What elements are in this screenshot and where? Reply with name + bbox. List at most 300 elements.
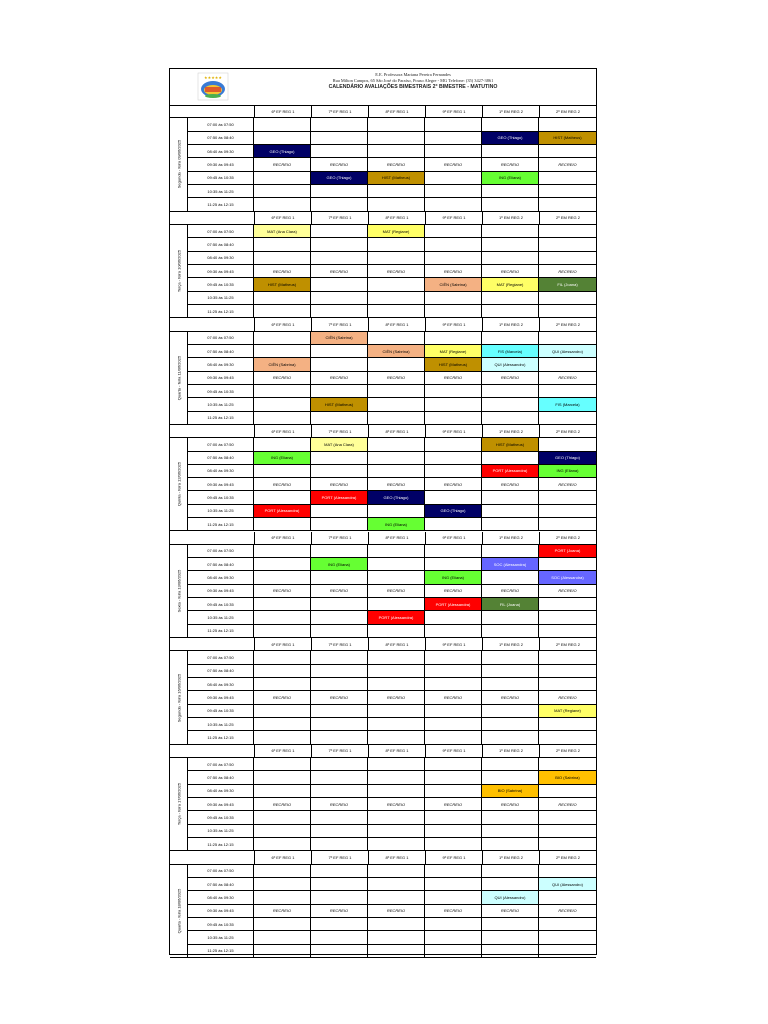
schedule-cell: HIST (Matheus) [254,278,311,290]
class-header: 8º EF REG 1 [368,532,425,544]
schedule-cell [368,731,425,743]
schedule-cell [539,491,596,503]
schedule-cell: QUI (Alessandro) [482,891,539,903]
class-header-row [170,318,596,331]
schedule-cell [425,665,482,677]
schedule-cell [539,758,596,770]
day-label [170,118,188,211]
class-header: 1º EM REG 2 [482,105,539,117]
schedule-cell [482,665,539,677]
class-header: 2º EM REG 2 [539,745,596,757]
day-grid [188,758,596,851]
schedule-cell [311,345,368,357]
day-grid [188,545,596,638]
schedule-cell: RECREIO [425,905,482,917]
schedule-cell: RECREIO [558,268,577,274]
schedule-cell [311,505,368,517]
schedule-cell [539,825,596,837]
class-header: 2º EM REG 2 [539,638,596,650]
time-slot-row [188,691,596,704]
time-cell: 09:30 às 09:45 [188,585,254,597]
day-block [170,425,596,532]
schedule-cell: GEO (Thiago) [254,145,311,157]
schedule-cell: RECREIO [311,691,368,703]
schedule-cell [482,718,539,730]
schedule-cell: RECREIO [311,585,368,597]
time-cell: 11:25 às 12:15 [188,731,254,743]
class-header: 6º EF REG 1 [254,851,311,863]
schedule-cell [311,118,368,130]
schedule-cell: ING (Eliana) [311,558,368,570]
schedule-cell [311,225,368,237]
schedule-cell [311,678,368,690]
class-header: 7º EF REG 1 [311,532,368,544]
schedule-cell [368,918,425,930]
time-slot-row [188,332,596,345]
day-label [170,758,188,851]
time-cell: 10:35 às 11:25 [188,292,254,304]
schedule-cell: RECREIO [558,481,577,487]
schedule-cell [539,678,596,690]
time-cell: 11:25 às 12:15 [188,518,254,530]
schedule-cell [482,518,539,530]
time-slot-row [188,452,596,465]
schedule-cell [254,558,311,570]
day-label [170,332,188,425]
document-header [170,69,596,106]
class-header: 2º EM REG 2 [539,212,596,224]
day-block [170,318,596,425]
time-cell: 10:35 às 11:25 [188,825,254,837]
time-slot-row [188,118,596,131]
schedule-cell [425,238,482,250]
class-header: 6º EF REG 1 [254,212,311,224]
time-slot-row [188,705,596,718]
time-cell: 08:40 às 09:30 [188,785,254,797]
schedule-cell [539,438,596,450]
day-label-text: Terça - feira 10/06/2025 [176,249,181,293]
class-header: 2º EM REG 2 [539,105,596,117]
day-block [170,212,596,319]
schedule-cell [311,238,368,250]
schedule-cell [368,758,425,770]
schedule-cell [425,865,482,877]
time-cell: 09:45 às 10:35 [188,491,254,503]
schedule-cell [482,611,539,623]
schedule-cell [425,558,482,570]
schedule-cell [254,918,311,930]
time-cell: 11:25 às 12:15 [188,945,254,957]
schedule-cell [425,172,482,184]
time-slot-row [188,358,596,371]
schedule-cell [254,238,311,250]
schedule-cell [539,731,596,743]
schedule-cell [539,172,596,184]
schedule-cell: MAT (Regiane) [425,345,482,357]
schedule-cell [311,185,368,197]
school-logo-icon [197,72,229,101]
schedule-cell [254,785,311,797]
schedule-cell [539,811,596,823]
class-header: 7º EF REG 1 [311,105,368,117]
schedule-cell [539,292,596,304]
time-cell: 09:45 às 10:35 [188,172,254,184]
schedule-cell: ING (Eliana) [368,518,425,530]
schedule-cell: PORT (Alessandra) [368,611,425,623]
schedule-cell [425,811,482,823]
schedule-cell [254,398,311,410]
schedule-cell [539,785,596,797]
schedule-cell [311,385,368,397]
class-header-row [170,532,596,545]
class-header-row [170,425,596,438]
svg-text:★★★★★: ★★★★★ [204,75,222,80]
schedule-cell [482,238,539,250]
schedule-cell [311,945,368,957]
class-header: 9º EF REG 1 [425,425,482,437]
schedule-cell [368,665,425,677]
class-header: 6º EF REG 1 [254,318,311,330]
time-cell: 07:00 às 07:50 [188,332,254,344]
schedule-cell [368,865,425,877]
class-header: 8º EF REG 1 [368,318,425,330]
schedule-cell [254,718,311,730]
schedule-cell [425,185,482,197]
schedule-cell: RECREIO [425,478,482,490]
class-header: 9º EF REG 1 [425,212,482,224]
schedule-cell [311,891,368,903]
schedule-cell [539,118,596,130]
schedule-cell: RECREIO [368,905,425,917]
schedule-cell [311,665,368,677]
time-slot-row [188,945,596,958]
schedule-cell [539,625,596,637]
header-spacer [170,318,254,330]
schedule-cell [311,252,368,264]
day-label [170,651,188,744]
time-cell: 09:45 às 10:35 [188,385,254,397]
time-slot-row [188,185,596,198]
schedule-cell [254,491,311,503]
day-label-text: Sexta - feira 13/06/2025 [176,569,181,613]
schedule-cell [368,771,425,783]
schedule-cell [311,292,368,304]
schedule-cell [482,545,539,557]
schedule-cell [482,398,539,410]
time-cell: 10:35 às 11:25 [188,931,254,943]
schedule-cell: RECREIO [368,478,425,490]
time-cell: 09:30 às 09:45 [188,265,254,277]
schedule-cell [425,611,482,623]
class-header: 2º EM REG 2 [539,318,596,330]
schedule-cell: RECREIO [254,478,311,490]
time-cell: 07:50 às 08:40 [188,238,254,250]
schedule-cell [368,785,425,797]
class-header: 6º EF REG 1 [254,532,311,544]
schedule-cell [539,611,596,623]
schedule-cell [311,358,368,370]
time-cell: 08:40 às 09:30 [188,891,254,903]
class-header: 6º EF REG 1 [254,745,311,757]
time-slot-row [188,931,596,944]
schedule-cell [311,305,368,317]
class-header: 7º EF REG 1 [311,745,368,757]
schedule-cell [368,292,425,304]
time-slot-row [188,145,596,158]
schedule-cell [311,545,368,557]
schedule-cell: RECREIO [482,158,539,170]
class-header: 9º EF REG 1 [425,532,482,544]
schedule-cell [254,172,311,184]
schedule-cell: MAT (Ana Clara) [311,438,368,450]
schedule-cell [368,118,425,130]
schedule-cell [368,358,425,370]
time-cell: 11:25 às 12:15 [188,305,254,317]
time-slot-row [188,252,596,265]
schedule-cell: QUI (Alessandro) [539,878,596,890]
time-cell: 09:45 às 10:35 [188,811,254,823]
schedule-cell [311,625,368,637]
time-slot-row [188,585,596,598]
schedule-cell: HIST (Matheus) [311,398,368,410]
schedule-cell [368,931,425,943]
schedule-cell [311,705,368,717]
time-slot-row [188,598,596,611]
schedule-cell: ING (Eliana) [254,452,311,464]
schedule-cell [368,651,425,663]
class-header: 8º EF REG 1 [368,638,425,650]
schedule-cell [254,665,311,677]
schedule-cell: RECREIO [254,798,311,810]
time-cell: 08:40 às 09:30 [188,678,254,690]
class-header: 1º EM REG 2 [482,638,539,650]
schedule-cell [425,292,482,304]
schedule-cell: RECREIO [425,158,482,170]
schedule-cell [482,865,539,877]
time-cell: 09:30 às 09:45 [188,372,254,384]
schedule-cell: CIÊN (Sabrina) [425,278,482,290]
schedule-cell [254,305,311,317]
schedule-cell: QUI (Alessandro) [482,358,539,370]
schedule-cell [539,225,596,237]
schedule-cell [311,518,368,530]
class-header: 9º EF REG 1 [425,105,482,117]
class-header: 1º EM REG 2 [482,851,539,863]
page-title: CALENDÁRIO AVALIAÇÕES BIMESTRAIS 2° BIMESTRE - MATUTINO [328,84,498,90]
time-cell: 11:25 às 12:15 [188,838,254,850]
schedule-cell [368,385,425,397]
class-header: 1º EM REG 2 [482,425,539,437]
schedule-cell [311,571,368,583]
schedule-cell [425,625,482,637]
time-slot-row [188,558,596,571]
schedule-cell [539,865,596,877]
schedule-cell [254,678,311,690]
schedule-cell: GEO (Thiago) [368,491,425,503]
class-header-row [170,851,596,864]
schedule-cell [311,198,368,210]
time-slot-row [188,518,596,531]
schedule-cell [368,438,425,450]
schedule-cell [368,452,425,464]
time-cell: 07:50 às 08:40 [188,452,254,464]
schedule-cell [254,252,311,264]
time-cell: 09:45 às 10:35 [188,705,254,717]
schedule-cell [311,838,368,850]
schedule-cell [482,292,539,304]
day-label-text: Segunda - feira 09/06/2025 [176,140,181,189]
schedule-cell: PORT (Joana) [539,545,596,557]
time-slot-row [188,625,596,638]
schedule-cell [368,558,425,570]
class-header: 2º EM REG 2 [539,532,596,544]
time-cell: 10:35 às 11:25 [188,398,254,410]
time-cell: 07:50 às 08:40 [188,665,254,677]
schedule-cell [482,945,539,957]
schedule-cell [311,465,368,477]
schedule-cell [425,332,482,344]
time-cell: 10:35 às 11:25 [188,718,254,730]
time-cell: 07:00 às 07:50 [188,545,254,557]
time-cell: 07:50 às 08:40 [188,132,254,144]
time-slot-row [188,225,596,238]
class-header-row [170,638,596,651]
class-header: 8º EF REG 1 [368,105,425,117]
schedule-cell [254,811,311,823]
schedule-cell [539,558,596,570]
schedule-cell: MAT (Regiane) [482,278,539,290]
schedule-cell [539,918,596,930]
schedule-cell: RECREIO [254,158,311,170]
schedule-cell: BIO (Sabrina) [482,785,539,797]
time-slot-row [188,918,596,931]
time-cell: 07:00 às 07:50 [188,865,254,877]
schedule-cell [539,518,596,530]
schedule-cell: FIS (Marcela) [539,398,596,410]
schedule-cell: RECREIO [425,265,482,277]
schedule-cell: FIS (Marcela) [482,345,539,357]
time-cell: 09:30 às 09:45 [188,478,254,490]
schedule-cell [539,931,596,943]
time-slot-row [188,811,596,824]
schedule-cell: RECREIO [425,372,482,384]
schedule-cell [311,731,368,743]
schedule-cell [425,412,482,424]
schedule-cell: CIÊN (Sabrina) [311,332,368,344]
schedule-cell: ING (Eliana) [539,465,596,477]
schedule-cell [539,185,596,197]
day-label-text: Terça - feira 17/06/2025 [176,783,181,826]
schedule-cell [254,931,311,943]
schedule-cell [482,385,539,397]
schedule-cell [425,771,482,783]
time-cell: 07:00 às 07:50 [188,438,254,450]
schedule-cell [254,731,311,743]
schedule-cell [254,438,311,450]
class-header: 6º EF REG 1 [254,425,311,437]
schedule-cell [539,718,596,730]
time-slot-row [188,265,596,278]
schedule-cell [254,332,311,344]
schedule-cell [425,225,482,237]
schedule-cell [482,678,539,690]
schedule-cell: RECREIO [311,905,368,917]
class-header: 1º EM REG 2 [482,318,539,330]
schedule-cell [254,891,311,903]
schedule-cell [368,625,425,637]
schedule-cell [425,678,482,690]
time-slot-row [188,385,596,398]
schedule-cell [311,865,368,877]
schedule-cell [482,332,539,344]
time-slot-row [188,611,596,624]
schedule-cell [311,811,368,823]
schedule-cell [482,918,539,930]
time-slot-row [188,278,596,291]
day-blocks [170,105,596,958]
schedule-cell [311,825,368,837]
schedule-cell: RECREIO [311,798,368,810]
schedule-cell [368,505,425,517]
schedule-cell: RECREIO [482,372,539,384]
schedule-cell [311,771,368,783]
class-header: 9º EF REG 1 [425,638,482,650]
time-slot-row [188,718,596,731]
schedule-cell [254,625,311,637]
class-header: 6º EF REG 1 [254,105,311,117]
schedule-cell [425,918,482,930]
time-cell: 11:25 às 12:15 [188,412,254,424]
schedule-cell: HIST (Matheus) [482,438,539,450]
schedule-cell [311,918,368,930]
schedule-cell [482,825,539,837]
time-slot-row [188,651,596,664]
time-slot-row [188,878,596,891]
time-slot-row [188,292,596,305]
schedule-cell [311,598,368,610]
time-cell: 07:00 às 07:50 [188,651,254,663]
schedule-cell [482,225,539,237]
day-label-text: Quarta - feira 18/06/2025 [176,888,181,934]
day-label [170,865,188,958]
time-slot-row [188,571,596,584]
time-slot-row [188,891,596,904]
schedule-cell: RECREIO [558,161,577,167]
schedule-cell [254,878,311,890]
schedule-cell: RECREIO [254,372,311,384]
schedule-cell [254,385,311,397]
day-block [170,851,596,958]
schedule-cell [368,838,425,850]
schedule-cell: RECREIO [311,158,368,170]
schedule-cell [425,705,482,717]
time-slot-row [188,758,596,771]
schedule-cell [368,252,425,264]
class-header: 9º EF REG 1 [425,851,482,863]
day-block [170,745,596,852]
schedule-cell: SOC (Alessandra) [539,571,596,583]
class-header: 8º EF REG 1 [368,425,425,437]
schedule-cell [311,412,368,424]
schedule-cell [539,305,596,317]
time-slot-row [188,731,596,744]
class-header-row [170,105,596,118]
schedule-cell [425,838,482,850]
schedule-cell [254,611,311,623]
schedule-cell: QUI (Alessandro) [539,345,596,357]
schedule-cell [368,718,425,730]
schedule-cell [254,571,311,583]
